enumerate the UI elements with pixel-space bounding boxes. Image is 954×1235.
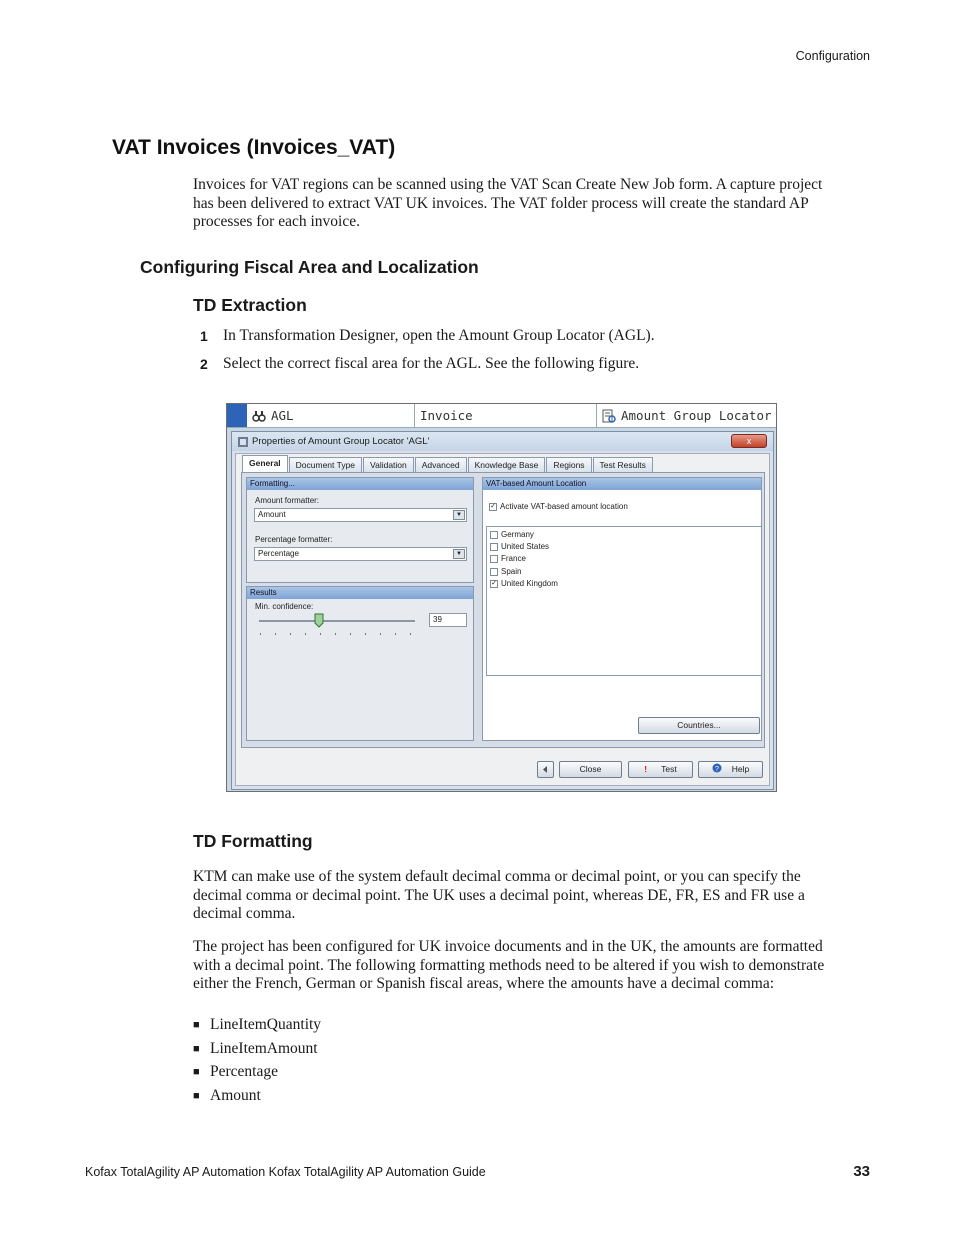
country-item-united-states[interactable] (490, 541, 558, 553)
country-checkbox[interactable] (490, 543, 498, 551)
back-button[interactable] (537, 761, 554, 778)
formatting-paragraph-2: The project has been configured for UK invoice documents and in the UK, the amounts are formatted with a decimal point. The following formatting methods need to be altered if you wish to demonstrate either the French, German or Spanish fiscal areas, where the amounts have a decimal comma: (193, 938, 825, 993)
topbar-locator-cell (597, 404, 775, 427)
topbar-accent (227, 404, 247, 427)
country-checkbox[interactable] (490, 531, 498, 539)
amount-formatter-value: Amount (258, 510, 286, 519)
subsection-title: Configuring Fiscal Area and Localization (140, 257, 479, 277)
country-checkbox[interactable] (490, 568, 498, 576)
results-header: Results (247, 587, 473, 599)
exclamation-icon: ! (644, 764, 648, 774)
close-button[interactable]: Close (559, 761, 622, 778)
list-item-text: Amount (210, 1087, 261, 1105)
country-list (486, 526, 762, 676)
confidence-slider[interactable] (257, 611, 417, 641)
list-item: ■ Amount (193, 1087, 261, 1105)
tab-strip (242, 457, 653, 472)
tab-knowledge-base[interactable]: Knowledge Base (468, 457, 546, 472)
activate-vat-row[interactable] (489, 502, 628, 511)
test-button[interactable] (628, 761, 693, 778)
country-item-germany[interactable] (490, 529, 558, 541)
intro-paragraph: Invoices for VAT regions can be scanned using the VAT Scan Create New Job form. A capture project has been delivered to extract VAT UK invoices. The VAT folder process will create the standard AP processes for each invoice. (193, 176, 823, 231)
tab-regions[interactable]: Regions (546, 457, 591, 472)
country-item-france[interactable] (490, 553, 558, 565)
dialog-close-button[interactable]: x (731, 434, 767, 448)
dialog-app-icon (238, 437, 248, 447)
min-confidence-label: Min. confidence: (255, 602, 314, 611)
country-item-united-kingdom[interactable] (490, 578, 558, 590)
country-list-items (490, 529, 558, 590)
country-checkbox[interactable] (490, 555, 498, 563)
confidence-value-field[interactable]: 39 (429, 613, 467, 627)
topbar-invoice-label: Invoice (420, 408, 473, 423)
td-formatting-title: TD Formatting (193, 831, 313, 851)
percentage-formatter-value: Percentage (258, 549, 299, 558)
step-text: In Transformation Designer, open the Amount Group Locator (AGL). (223, 327, 655, 344)
list-item-text: LineItemQuantity (210, 1016, 322, 1033)
percentage-formatter-label: Percentage formatter: (255, 535, 333, 544)
topbar-agl-cell (247, 404, 415, 427)
topbar-locator-label: Amount Group Locator (621, 408, 772, 423)
step-2 (200, 355, 639, 373)
tab-test-results[interactable]: Test Results (593, 457, 653, 472)
country-label: France (501, 554, 526, 564)
arrow-left-icon (541, 765, 550, 774)
locator-icon (602, 409, 616, 423)
step-number: 1 (200, 328, 208, 344)
agl-properties-figure (226, 403, 777, 792)
general-tab-body (241, 472, 765, 748)
formatting-method-list (193, 1016, 321, 1111)
help-icon (712, 763, 722, 773)
list-item: ■ Percentage (193, 1063, 278, 1081)
dialog-button-bar (241, 754, 765, 782)
page-number: 33 (853, 1163, 870, 1180)
list-item: ■ LineItemAmount (193, 1039, 318, 1057)
dialog-title: Properties of Amount Group Locator 'AGL' (252, 436, 430, 447)
step-1 (200, 327, 655, 345)
chevron-down-icon[interactable]: ▼ (453, 549, 465, 559)
percentage-formatter-select[interactable] (254, 547, 467, 561)
section-title: VAT Invoices (Invoices_VAT) (112, 136, 396, 159)
dialog-client-area (235, 453, 770, 786)
country-label: United Kingdom (501, 578, 558, 588)
country-checkbox[interactable]: ✓ (491, 579, 497, 587)
step-number: 2 (200, 356, 208, 372)
topbar-invoice-cell (415, 404, 597, 427)
amount-formatter-label: Amount formatter: (255, 496, 320, 505)
dialog-titlebar (232, 432, 773, 451)
formatting-paragraph-1: KTM can make use of the system default decimal comma or decimal point, or you can specify the decimal comma or decimal point. The UK uses a decimal point, whereas DE, FR, ES and FR use a decimal comma. (193, 868, 805, 923)
list-item-text: LineItemAmount (210, 1039, 318, 1057)
country-label: Spain (501, 566, 522, 576)
figure-topbar (227, 404, 776, 428)
results-panel (246, 586, 474, 741)
countries-button[interactable]: Countries... (638, 717, 760, 734)
vat-header: VAT-based Amount Location (483, 478, 761, 490)
tab-validation[interactable]: Validation (363, 457, 414, 472)
footer-title: Kofax TotalAgility AP Automation Kofax TotalAgility AP Automation Guide (85, 1165, 486, 1179)
list-item: ■ LineItemQuantity (193, 1016, 322, 1033)
svg-text:?: ? (714, 766, 719, 773)
tab-advanced[interactable]: Advanced (415, 457, 467, 472)
step-text: Select the correct fiscal area for the AGL. See the following figure. (223, 355, 640, 372)
chevron-down-icon[interactable]: ▼ (453, 510, 465, 520)
vat-panel (482, 477, 762, 741)
help-button-label: Help (731, 764, 750, 774)
td-extraction-title: TD Extraction (193, 295, 307, 315)
amount-formatter-select[interactable] (254, 508, 467, 522)
activate-vat-checkbox[interactable]: ✓ (490, 502, 496, 510)
formatting-header: Formatting... (247, 478, 473, 490)
properties-dialog (231, 431, 774, 790)
country-label: United States (501, 542, 550, 552)
running-head: Configuration (795, 49, 870, 63)
activate-vat-label: Activate VAT-based amount location (500, 502, 628, 511)
country-label: Germany (501, 530, 534, 539)
test-button-label: Test (661, 764, 677, 774)
help-button[interactable] (698, 761, 763, 778)
topbar-agl-label: AGL (271, 408, 294, 423)
country-item-spain[interactable] (490, 566, 558, 578)
tab-general[interactable]: General (242, 455, 288, 472)
formatting-panel (246, 477, 474, 583)
list-item-text: Percentage (210, 1063, 278, 1081)
binoculars-icon (252, 409, 266, 423)
tab-document-type[interactable]: Document Type (289, 457, 362, 472)
